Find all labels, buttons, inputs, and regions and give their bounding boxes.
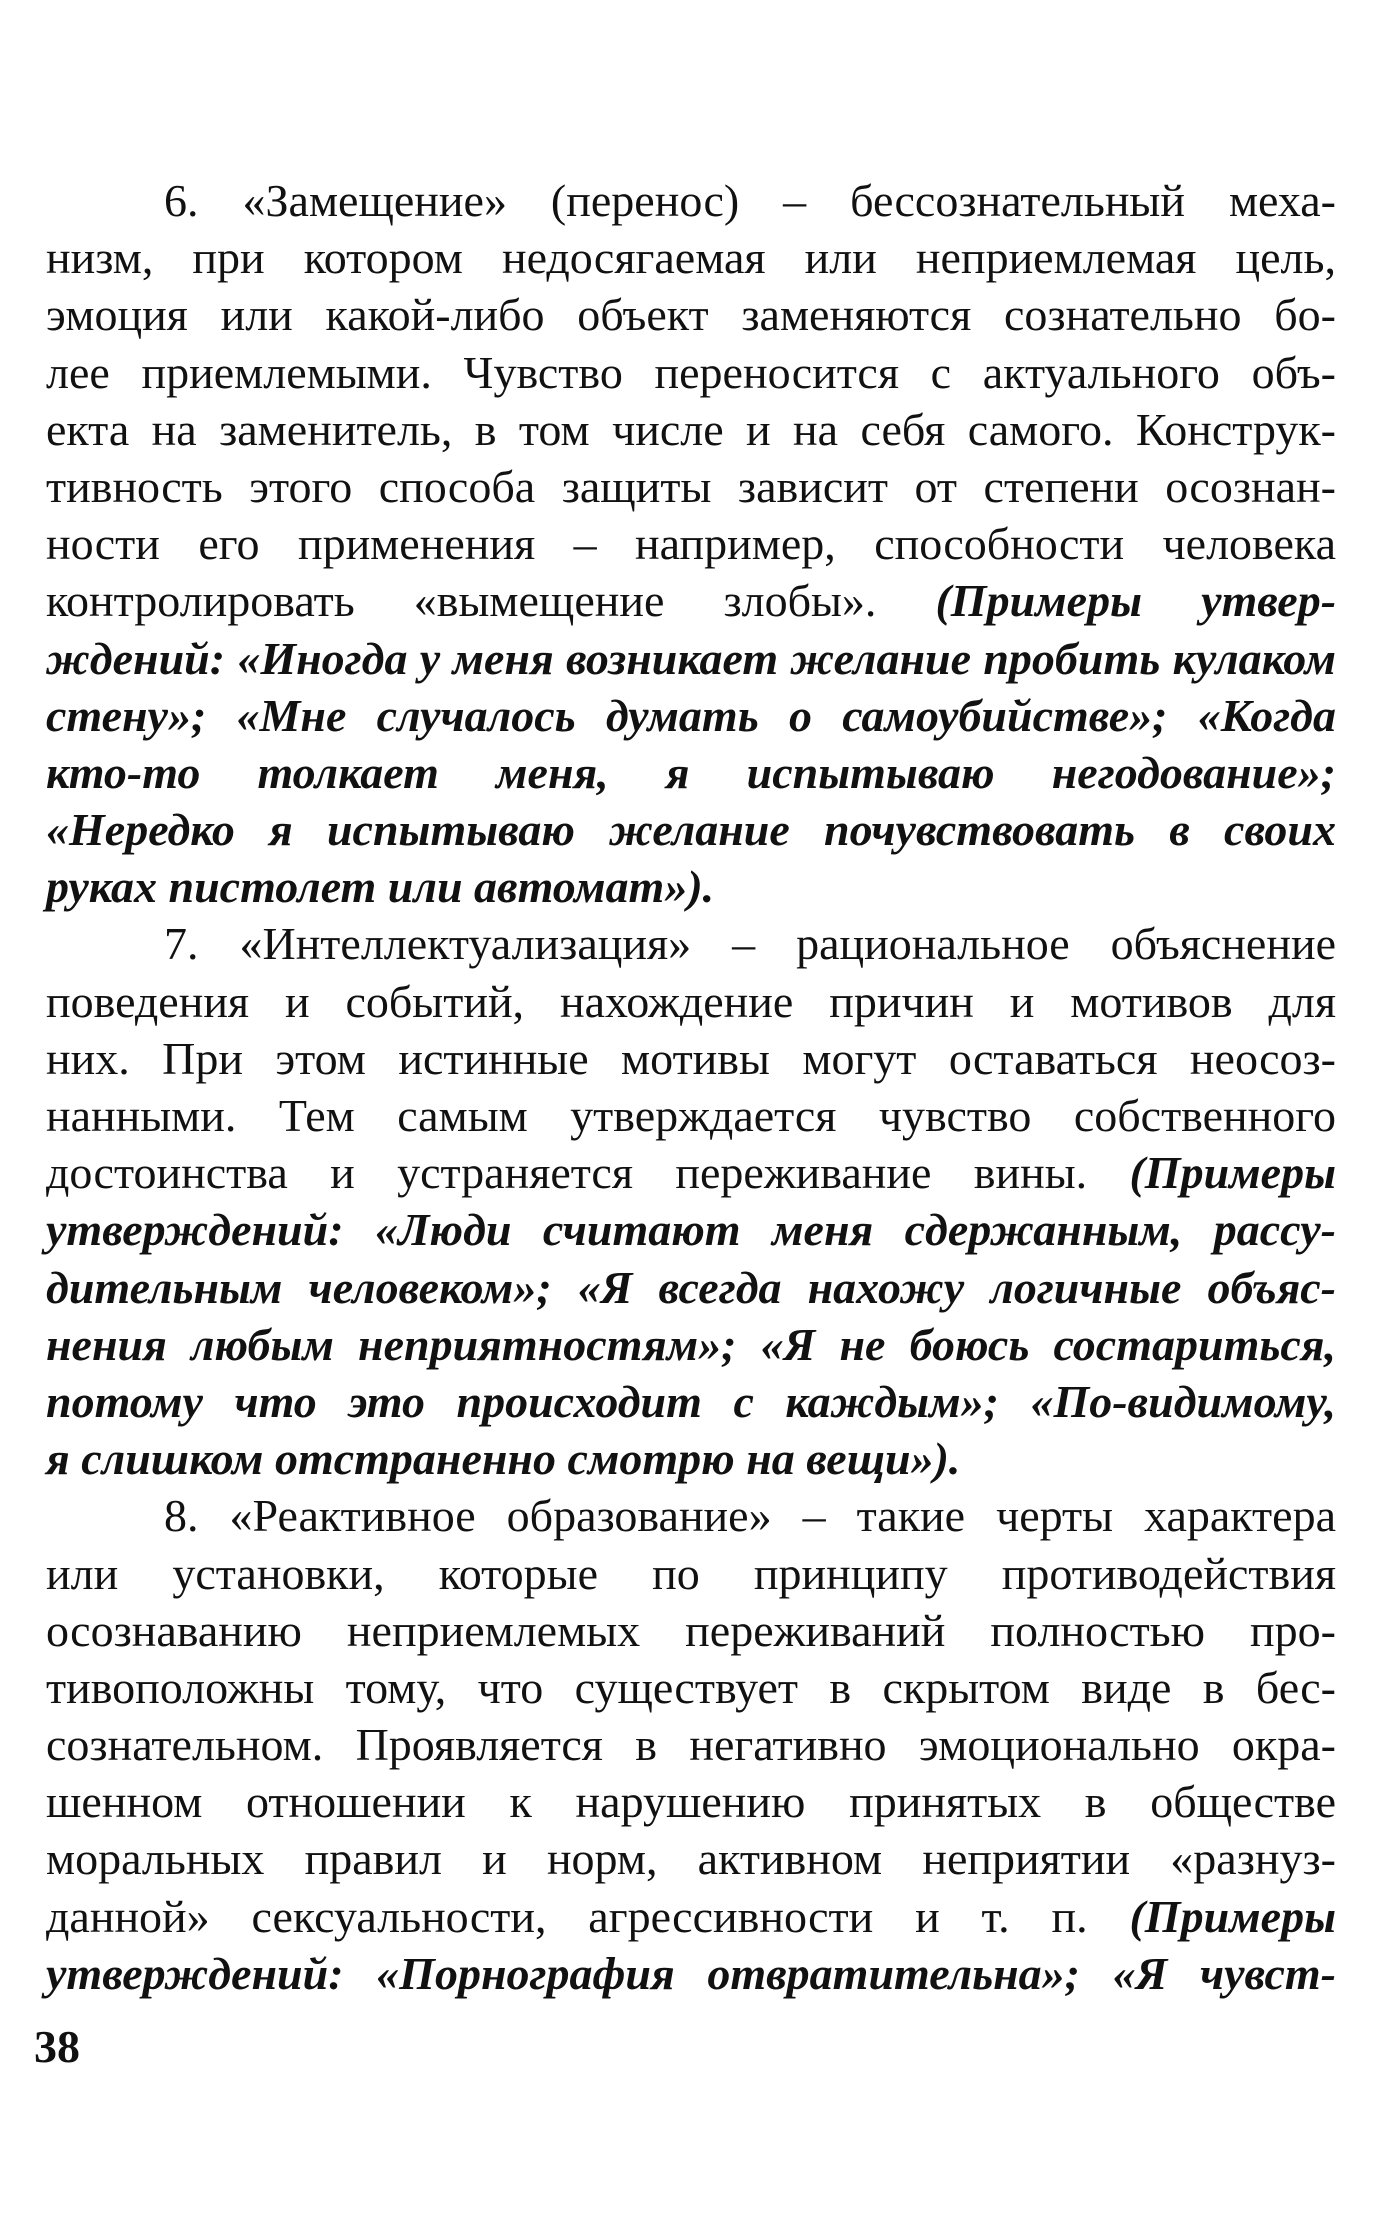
line-text: 8. «Реактивное образование» – такие черты характера [164, 1490, 1336, 1542]
line-text: я слишком отстраненно смотрю на вещи»). [46, 1433, 961, 1485]
text-line [46, 1087, 1336, 1144]
text-line [46, 1373, 1336, 1430]
line-text: потому что это происходит с каждым»; «По-видимому, [46, 1375, 1336, 1427]
line-text: 7. «Интеллектуализация» – рациональное объяснение [164, 918, 1336, 970]
text-line [46, 229, 1336, 286]
line-text: нанными. Тем самым утверждается чувство собственного [46, 1090, 1336, 1141]
line-text: тивоположны тому, что существует в скрытом виде в бес- [46, 1661, 1336, 1713]
line-text: «Нередко я испытываю желание почувствовать в своих [46, 804, 1336, 856]
line-text: сознательном. Проявляется в негативно эмоционально окра- [46, 1719, 1336, 1771]
line-text: стену»; «Мне случалось думать о самоубийстве»; «Когда [46, 689, 1336, 741]
line-text: достоинства и устраняется переживание вины. [46, 1147, 1130, 1199]
line-text: низм, при котором недосягаемая или неприемлемая цель, [46, 232, 1336, 284]
text-line [46, 1659, 1336, 1716]
text-line [46, 1602, 1336, 1659]
text-line [46, 1888, 1336, 1945]
line-text: лее приемлемыми. Чувство переносится с актуального объ- [46, 346, 1336, 398]
line-text: кто-то толкает меня, я испытываю негодование»; [46, 746, 1336, 798]
text-line [46, 172, 1336, 229]
line-text: шенном отношении к нарушению принятых в обществе [46, 1776, 1336, 1828]
text-line [46, 801, 1336, 858]
line-text: данной» сексуальности, агрессивности и т. п. [46, 1890, 1130, 1942]
text-line [46, 1545, 1336, 1602]
text-line [46, 915, 1336, 972]
text-line [46, 515, 1336, 572]
text-line [46, 1316, 1336, 1373]
line-text: утверждений: «Порнография отвратительна»; «Я чувст- [46, 1947, 1336, 1999]
text-line [46, 630, 1336, 687]
text-line [46, 687, 1336, 744]
line-italic-text: (Примеры [1129, 1147, 1336, 1199]
text-line [46, 1830, 1336, 1887]
text-line [46, 1201, 1336, 1258]
line-text: осознаванию неприемлемых переживаний полностью про- [46, 1604, 1336, 1656]
text-line [46, 458, 1336, 515]
text-line [46, 1945, 1336, 2002]
text-line [46, 1487, 1336, 1544]
line-text: контролировать «вымещение злобы». [46, 575, 936, 627]
text-line [46, 973, 1336, 1030]
page-number: 38 [34, 2021, 80, 2072]
text-line [46, 401, 1336, 458]
line-text: утверждений: «Люди считают меня сдержанным, рассу- [46, 1204, 1336, 1256]
line-text: екта на заменитель, в том числе и на себя самого. Конструк- [46, 403, 1336, 455]
line-text: моральных правил и норм, активном неприятии «разнуз- [46, 1833, 1336, 1885]
text-line [46, 744, 1336, 801]
text-line [46, 1030, 1336, 1087]
line-text: эмоция или какой-либо объект заменяются сознательно бо- [46, 289, 1336, 341]
line-italic-text: (Примеры утвер- [935, 575, 1337, 627]
text-line [46, 286, 1336, 343]
line-text: дительным человеком»; «Я всегда нахожу логичные объяс- [46, 1261, 1336, 1313]
text-line [46, 1259, 1336, 1316]
line-text: нения любым неприятностям»; «Я не боюсь состариться, [46, 1318, 1336, 1370]
text-column [46, 172, 1336, 2002]
text-line [46, 1430, 1336, 1487]
line-text: ности его применения – например, способности человека [46, 518, 1336, 570]
line-text: поведения и событий, нахождение причин и мотивов для [46, 975, 1336, 1027]
line-italic-text: (Примеры [1129, 1890, 1336, 1942]
text-line [46, 858, 1336, 915]
line-text: них. При этом истинные мотивы могут оставаться неосоз- [46, 1032, 1336, 1084]
line-text: руках пистолет или автомат»). [46, 861, 715, 913]
text-line [46, 1773, 1336, 1830]
line-text: тивность этого способа защиты зависит от степени осознан- [46, 460, 1336, 512]
text-line [46, 1144, 1336, 1201]
line-text: или установки, которые по принципу противодействия [46, 1547, 1336, 1599]
text-line [46, 572, 1336, 629]
line-text: ждений: «Иногда у меня возникает желание пробить кулаком [46, 632, 1336, 684]
text-line [46, 1716, 1336, 1773]
text-line [46, 344, 1336, 401]
line-text: 6. «Замещение» (перенос) – бессознательный меха- [164, 175, 1336, 226]
